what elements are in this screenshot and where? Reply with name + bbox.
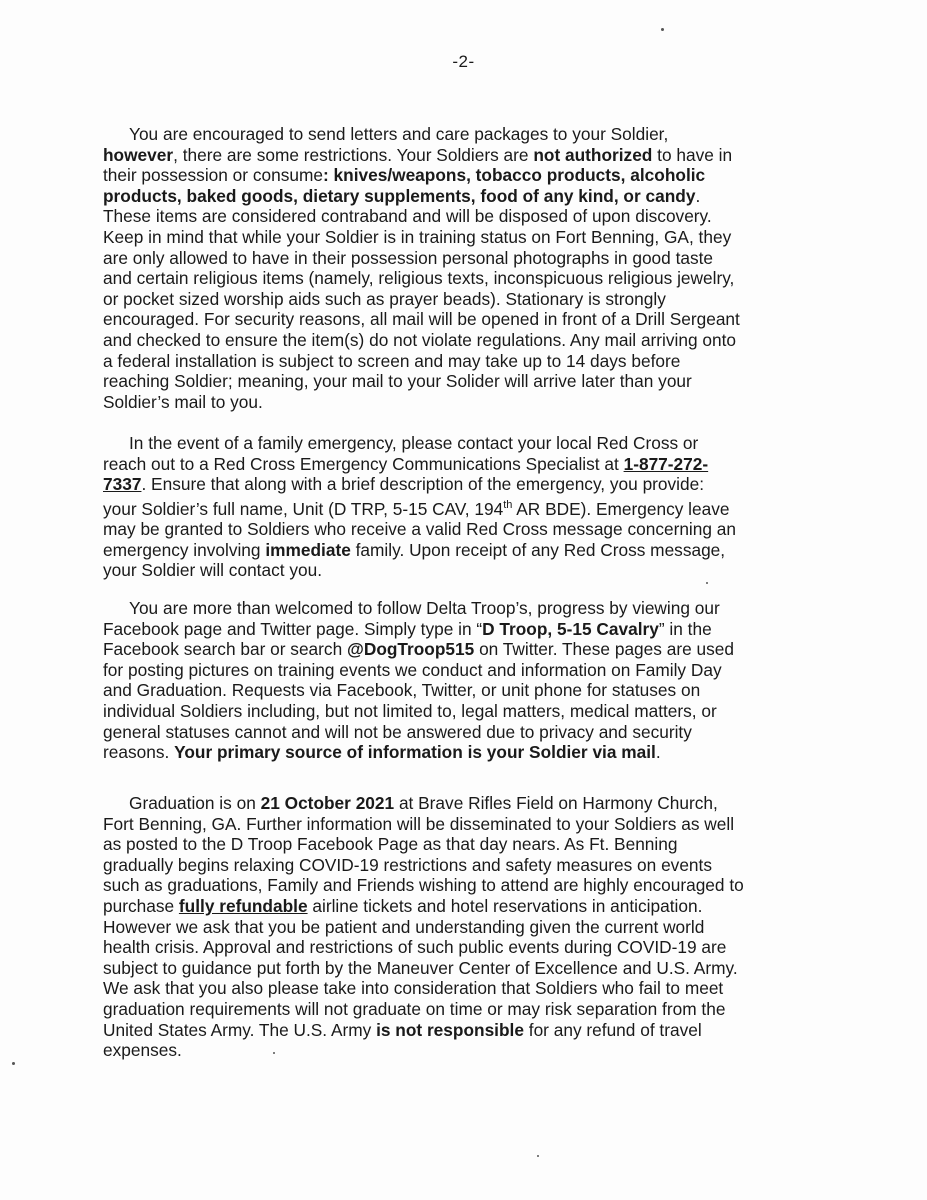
text-run: However we ask that you be patient and understanding given the current world [103,916,705,937]
text-line [103,598,823,619]
text-line [103,701,823,722]
text-run: expenses. [103,1040,182,1061]
text-line [103,875,823,896]
text-line [103,330,823,351]
text-line [103,227,823,248]
text-line [103,268,823,289]
text-run: individual Soldiers including, but not limited to, legal matters, medical matters, or [103,700,717,721]
text-run: for any refund of travel [523,1019,702,1040]
paragraph-graduation [103,793,823,1061]
text-run: reach out to a Red Cross Emergency Communications Specialist at [103,453,624,474]
text-line [103,722,823,743]
text-run: encouraged. For security reasons, all mail will be opened in front of a Drill Sergeant [103,309,740,330]
text-line [103,309,823,330]
text-run: your Soldier’s full name, Unit (D TRP, 5-15 CAV, 194 [103,498,504,519]
text-line [103,978,823,999]
text-run: subject to guidance put forth by the Maneuver Center of Excellence and U.S. Army. [103,957,738,978]
text-run: Keep in mind that while your Soldier is in training status on Fort Benning, GA, they [103,226,732,247]
text-line [103,814,823,835]
text-run: In the event of a family emergency, please contact your local Red Cross or [129,433,699,453]
text-line [103,619,823,640]
bold-emphasis: : knives/weapons, tobacco products, alcoholic [322,165,706,186]
text-run: a federal installation is subject to screen and may take up to 14 days before [103,350,681,371]
text-line [103,495,823,519]
scan-speck [537,1155,539,1157]
scan-speck [273,1052,275,1054]
text-line [103,474,823,495]
text-run: are only allowed to have in their possession personal photographs in good taste [103,247,714,268]
text-run: such as graduations, Family and Friends wishing to attend are highly encouraged to [103,875,744,896]
text-run: gradually begins relaxing COVID-19 restrictions and safety measures on events [103,854,712,875]
text-run: health crisis. Approval and restrictions of such public events during COVID-19 are [103,937,727,958]
text-line [103,1020,823,1041]
text-run: United States Army. The U.S. Army [103,1019,377,1040]
text-line [103,917,823,938]
scan-speck [661,28,664,31]
text-run: We ask that you also please take into consideration that Soldiers who fail to meet [103,978,724,999]
text-run: their possession or consume [103,165,323,186]
text-run: and Graduation. Requests via Facebook, Twitter, or unit phone for statuses on [103,680,701,701]
text-run: Facebook search bar or search [103,639,347,660]
underlined-emphasis: fully refundable [178,895,308,916]
text-line [103,742,823,763]
text-line [103,145,823,166]
text-line [103,999,823,1020]
text-run: Facebook page and Twitter page. Simply type in “ [103,618,483,639]
text-run: and checked to ensure the item(s) do not violate regulations. Any mail arriving onto [103,329,737,350]
text-line [103,454,823,475]
text-run: ” in the [658,618,712,639]
text-run: general statuses cannot and will not be answered due to privacy and security [103,721,692,742]
paragraph-social-media [103,598,823,763]
text-run: These items are considered contraband and will be disposed of upon discovery. [103,206,712,227]
text-run: Fort Benning, GA. Further information will be disseminated to your Soldiers as well [103,813,735,834]
bold-emphasis: is not responsible [376,1019,524,1040]
text-run: emergency involving [103,539,266,560]
bold-emphasis: not authorized [533,144,653,165]
text-run: Graduation is on [129,793,261,813]
text-run: may be granted to Soldiers who receive a valid Red Cross message concerning an [103,519,737,540]
text-line [103,248,823,269]
text-run: airline tickets and hotel reservations in anticipation. [307,895,703,916]
text-run: at Brave Rifles Field on Harmony Church, [394,793,718,813]
bold-emphasis: 21 October 2021 [260,793,395,813]
text-run: reasons. [103,742,175,763]
text-line [103,896,823,917]
text-run: your Soldier will contact you. [103,560,322,581]
text-line [103,958,823,979]
text-run: , there are some restrictions. Your Soldiers are [173,144,534,165]
text-line [103,660,823,681]
scan-speck [12,1062,15,1065]
text-line [103,560,823,581]
text-line [103,433,823,454]
paragraph-family-emergency [103,433,823,581]
text-run: graduation requirements will not graduate on time or may risk separation from the [103,998,726,1019]
text-line [103,289,823,310]
text-line [103,186,823,207]
bold-emphasis: D Troop, 5-15 Cavalry [482,618,659,639]
text-line [103,371,823,392]
text-run: purchase [103,895,179,916]
text-run: th [503,498,513,511]
text-run: You are encouraged to send letters and care packages to your Soldier, [129,124,669,144]
bold-emphasis: products, baked goods, dietary supplements, food of any kind, or candy [103,185,696,206]
bold-emphasis: however [103,144,174,165]
text-line [103,519,823,540]
text-line [103,680,823,701]
text-line [103,540,823,561]
bold-emphasis: @DogTroop515 [346,639,475,660]
text-line [103,392,823,413]
text-line [103,206,823,227]
scan-speck [706,582,708,584]
text-run: . Ensure that along with a brief description of the emergency, you provide: [141,474,705,495]
text-run: for posting pictures on training events we conduct and information on Family Day [103,659,722,680]
text-run: to have in [652,144,733,165]
text-line [103,351,823,372]
text-run: reaching Soldier; meaning, your mail to your Solider will arrive later than your [103,371,692,392]
underlined-emphasis: 7337 [103,474,142,495]
text-line [103,834,823,855]
text-run: . [655,742,661,763]
page-number: -2- [452,52,475,71]
text-run: . [695,185,701,206]
text-run: or pocket sized worship aids such as prayer beads). Stationary is strongly [103,288,666,309]
text-line [103,793,823,814]
text-line [103,937,823,958]
bold-emphasis: immediate [265,539,351,560]
paragraph-mail-restrictions [103,124,823,412]
text-line [103,855,823,876]
text-line [103,1040,823,1061]
text-run: You are more than welcomed to follow Delta Troop’s, progress by viewing our [129,598,720,618]
text-line [103,639,823,660]
text-run: AR BDE). Emergency leave [512,498,730,519]
text-line [103,165,823,186]
text-run: as posted to the D Troop Facebook Page as that day nears. As Ft. Benning [103,834,678,855]
text-run: and certain religious items (namely, religious texts, inconspicuous religious jewelry, [103,268,735,289]
text-line [103,124,823,145]
text-run: family. Upon receipt of any Red Cross message, [350,539,726,560]
text-run: Soldier’s mail to you. [103,391,263,412]
bold-emphasis: Your primary source of information is your Soldier via mail [174,742,656,763]
underlined-emphasis: 1-877-272- [623,453,709,474]
text-run: on Twitter. These pages are used [474,639,734,660]
